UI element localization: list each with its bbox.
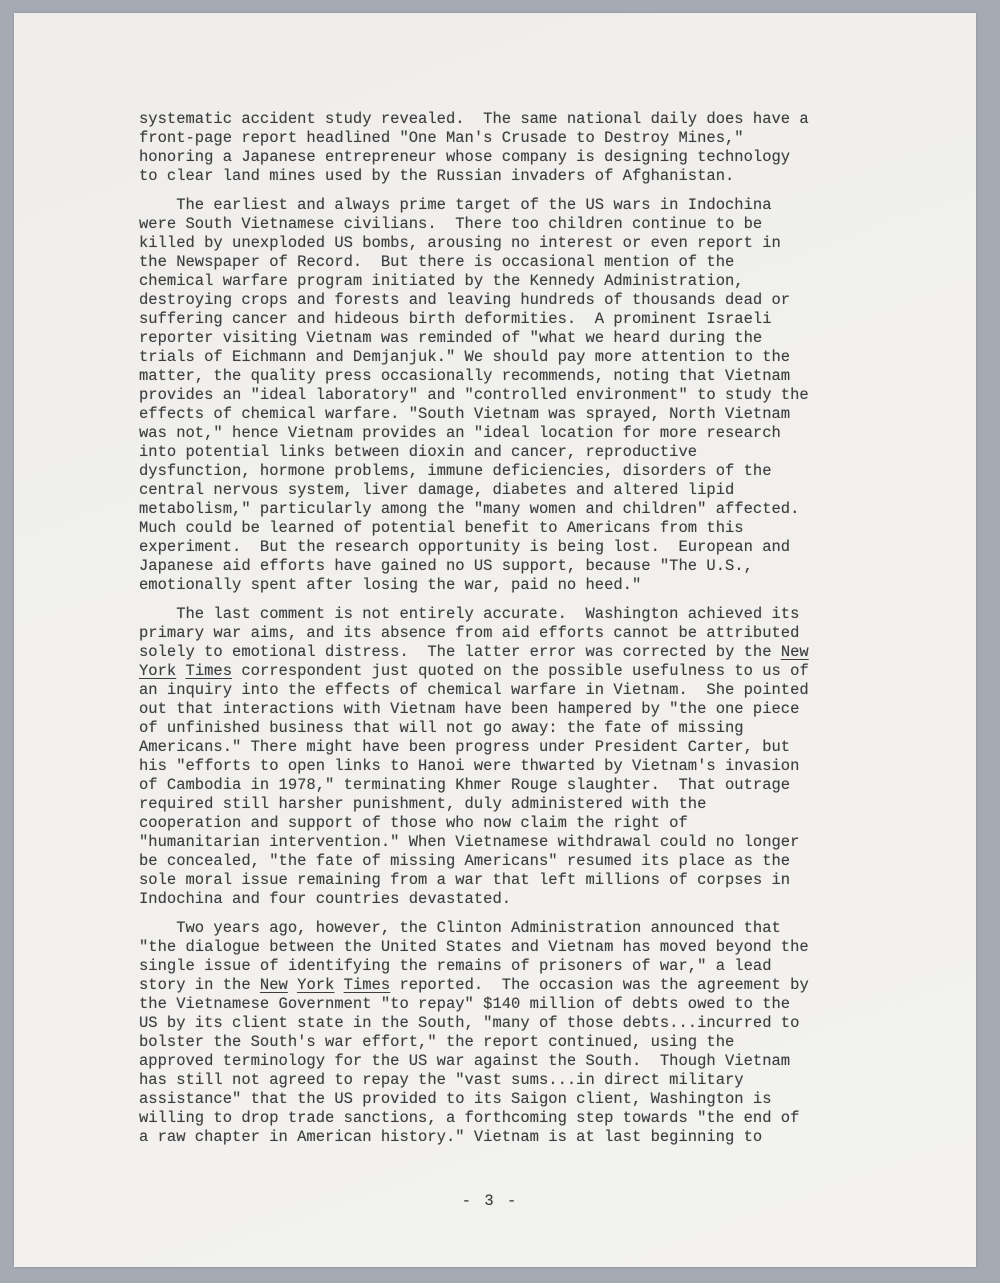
text-line: has still not agreed to repay the "vast sums...in direct military — [139, 1071, 744, 1089]
text-line: single issue of identifying the remains of prisoners of war," a lead — [139, 957, 772, 975]
text-line: suffering cancer and hideous birth deformities. A prominent Israeli — [139, 310, 772, 328]
text-line: assistance" that the US provided to its Saigon client, Washington is — [139, 1090, 772, 1108]
text-line: trials of Eichmann and Demjanjuk." We should pay more attention to the — [139, 348, 791, 366]
text-line: a raw chapter in American history." Vietnam is at last beginning to — [139, 1128, 763, 1146]
text-line: into potential links between dioxin and cancer, reproductive — [139, 443, 698, 461]
text-line: was not," hence Vietnam provides an "ideal location for more research — [139, 424, 781, 442]
text-line: US by its client state in the South, "many of those debts...incurred to — [139, 1014, 800, 1032]
text-line: cooperation and support of those who now claim the right of — [139, 814, 688, 832]
paragraph — [139, 196, 841, 595]
text-line: York Times correspondent just quoted on the possible usefulness to us of — [139, 662, 809, 680]
text-line: Much could be learned of potential benefit to Americans from this — [139, 519, 744, 537]
text-line: "the dialogue between the United States and Vietnam has moved beyond the — [139, 938, 809, 956]
text-line: primary war aims, and its absence from aid efforts cannot be attributed — [139, 624, 800, 642]
text-line: an inquiry into the effects of chemical warfare in Vietnam. She pointed — [139, 681, 809, 699]
text-line: provides an "ideal laboratory" and "controlled environment" to study the — [139, 386, 809, 404]
text-line: matter, the quality press occasionally recommends, noting that Vietnam — [139, 367, 791, 385]
text-line: willing to drop trade sanctions, a forthcoming step towards "the end of — [139, 1109, 800, 1127]
text-line: out that interactions with Vietnam have been hampered by "the one piece — [139, 700, 800, 718]
text-line: of unfinished business that will not go away: the fate of missing — [139, 719, 744, 737]
underlined-text: New — [259, 976, 288, 994]
underlined-text: York — [297, 976, 335, 994]
text-line: emotionally spent after losing the war, paid no heed." — [139, 576, 642, 594]
underlined-text: Times — [185, 662, 233, 680]
text-line: approved terminology for the US war against the South. Though Vietnam — [139, 1052, 791, 1070]
text-line: dysfunction, hormone problems, immune deficiencies, disorders of the — [139, 462, 772, 480]
paragraph — [139, 605, 841, 909]
text-line: Indochina and four countries devastated. — [139, 890, 512, 908]
text-line: bolster the South's war effort," the report continued, using the — [139, 1033, 735, 1051]
text-line: destroying crops and forests and leaving hundreds of thousands dead or — [139, 291, 791, 309]
text-line: story in the New York Times reported. The occasion was the agreement by — [139, 976, 809, 994]
text-line: to clear land mines used by the Russian invaders of Afghanistan. — [139, 167, 735, 185]
text-line: be concealed, "the fate of missing Americans" resumed its place as the — [139, 852, 791, 870]
text-line: honoring a Japanese entrepreneur whose company is designing technology — [139, 148, 791, 166]
document-body — [139, 110, 841, 1147]
text-line: "humanitarian intervention." When Vietnamese withdrawal could no longer — [139, 833, 800, 851]
underlined-text: Times — [343, 976, 391, 994]
paragraph — [139, 110, 841, 186]
text-line: solely to emotional distress. The latter error was corrected by the New — [139, 643, 809, 661]
text-line: were South Vietnamese civilians. There too children continue to be — [139, 215, 763, 233]
text-line: central nervous system, liver damage, diabetes and altered lipid — [139, 481, 735, 499]
page-number: - 3 - — [461, 1192, 519, 1210]
text-line: Two years ago, however, the Clinton Administration announced that — [139, 919, 781, 937]
text-line: killed by unexploded US bombs, arousing no interest or even report in — [139, 234, 781, 252]
paragraph — [139, 919, 841, 1147]
text-line: metabolism," particularly among the "many women and children" affected. — [139, 500, 800, 518]
underlined-text: New — [780, 643, 809, 661]
text-line: of Cambodia in 1978," terminating Khmer Rouge slaughter. That outrage — [139, 776, 791, 794]
text-line: the Newspaper of Record. But there is occasional mention of the — [139, 253, 735, 271]
text-line: his "efforts to open links to Hanoi were thwarted by Vietnam's invasion — [139, 757, 800, 775]
text-line: Americans." There might have been progress under President Carter, but — [139, 738, 791, 756]
text-line: The earliest and always prime target of the US wars in Indochina — [139, 196, 772, 214]
text-line: front-page report headlined "One Man's Crusade to Destroy Mines," — [139, 129, 744, 147]
text-line: The last comment is not entirely accurate. Washington achieved its — [139, 605, 800, 623]
text-line: effects of chemical warfare. "South Vietnam was sprayed, North Vietnam — [139, 405, 791, 423]
text-line: sole moral issue remaining from a war that left millions of corpses in — [139, 871, 791, 889]
text-line: required still harsher punishment, duly administered with the — [139, 795, 707, 813]
text-line: systematic accident study revealed. The same national daily does have a — [139, 110, 809, 128]
text-line: experiment. But the research opportunity is being lost. European and — [139, 538, 791, 556]
document-page — [14, 13, 976, 1267]
text-line: chemical warfare program initiated by the Kennedy Administration, — [139, 272, 744, 290]
text-line: reporter visiting Vietnam was reminded of "what we heard during the — [139, 329, 763, 347]
underlined-text: York — [139, 662, 177, 680]
text-line: Japanese aid efforts have gained no US support, because "The U.S., — [139, 557, 753, 575]
text-line: the Vietnamese Government "to repay" $140 million of debts owed to the — [139, 995, 791, 1013]
